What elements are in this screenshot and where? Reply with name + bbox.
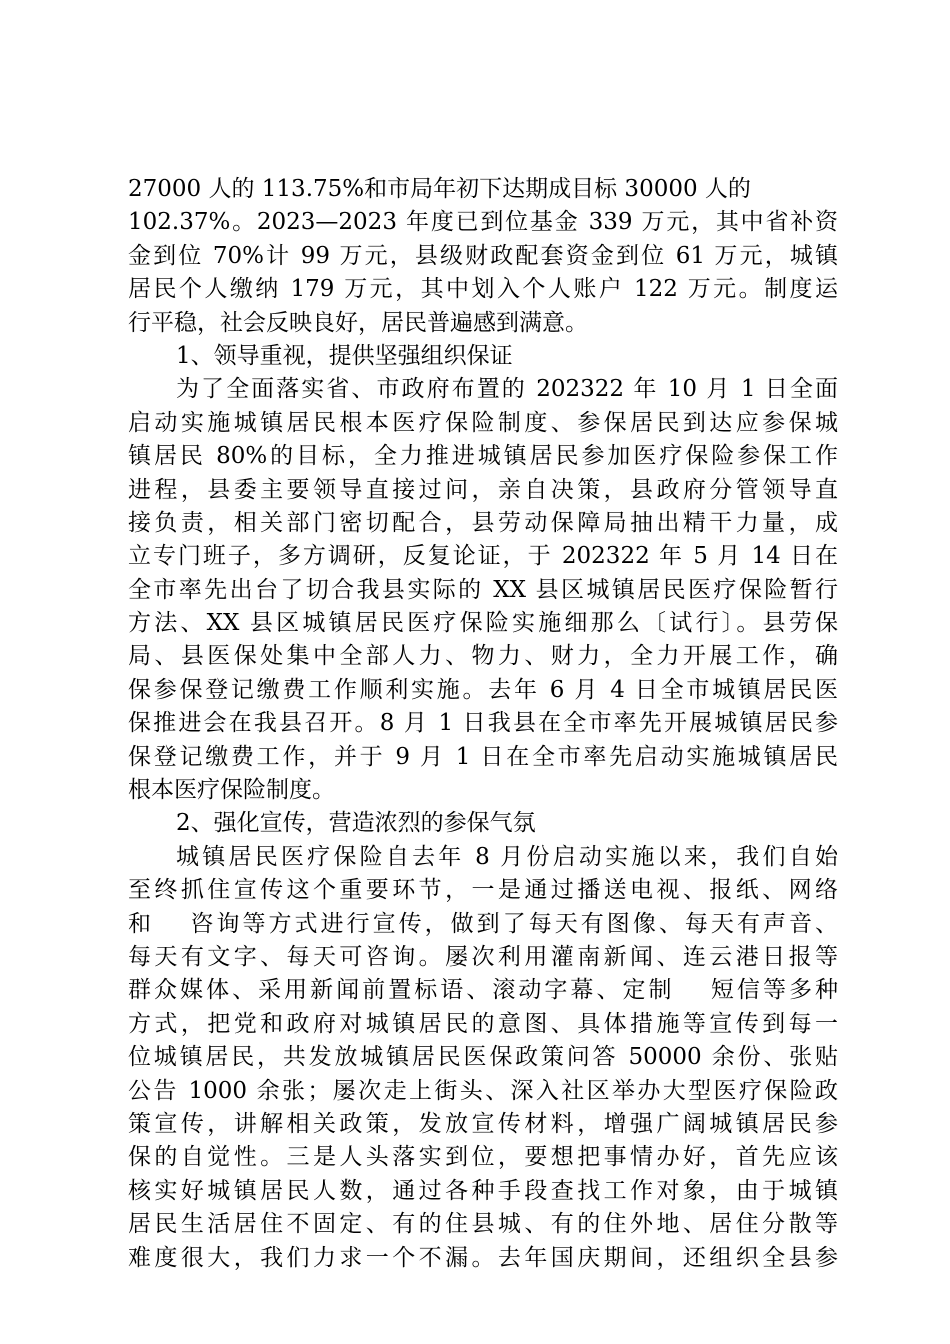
text-line: 保登记缴费工作，并于 9 月 1 日在全市率先启动实施城镇居民 xyxy=(128,743,838,770)
text-line: 根本医疗保险制度。 xyxy=(128,777,335,804)
text-line: 保推进会在我县召开。8 月 1 日我县在全市率先开展城镇居民参 xyxy=(128,710,838,737)
text-line: 金到位 70%计 99 万元，县级财政配套资金到位 61 万元，城镇 xyxy=(128,242,838,269)
text-line: 局、县医保处集中全部人力、物力、财力，全力开展工作，确 xyxy=(128,643,838,670)
text-line: 1、领导重视，提供坚强组织保证 xyxy=(176,342,513,369)
text-line: 城镇居民医疗保险自去年 8 月份启动实施以来，我们自始 xyxy=(176,843,838,870)
text-line: 立专门班子，多方调研，反复论证，于 202322 年 5 月 14 日在 xyxy=(128,543,838,570)
text-line: 进程，县委主要领导直接过问，亲自决策，县政府分管领导直 xyxy=(128,476,838,503)
text-line: 方法、XX 县区城镇居民医疗保险实施细那么〔试行〕。县劳保 xyxy=(128,610,838,637)
text-line: 公告 1000 余张；屡次走上街头、深入社区举办大型医疗保险政 xyxy=(128,1077,838,1104)
text-line: 启动实施城镇居民根本医疗保险制度、参保居民到达应参保城 xyxy=(128,409,838,436)
text-line: 策宣传，讲解相关政策，发放宣传材料，增强广阔城镇居民参 xyxy=(128,1110,838,1137)
text-line: 27000 人的 113.75%和市局年初下达期成目标 30000 人的 xyxy=(128,176,751,202)
text-line: 位城镇居民，共发放城镇居民医保政策问答 50000 余份、张贴 xyxy=(128,1044,838,1071)
text-line: 2、强化宣传，营造浓烈的参保气氛 xyxy=(176,810,536,837)
text-line: 接负责，相关部门密切配合，县劳动保障局抽出精干力量，成 xyxy=(128,509,838,536)
text-line: 核实好城镇居民人数，通过各种手段查找工作对象，由于城镇 xyxy=(128,1177,838,1204)
text-line: 为了全面落实省、市政府布置的 202322 年 10 月 1 日全面 xyxy=(176,376,838,403)
text-line: 保的自觉性。三是人头落实到位，要想把事情办好，首先应该 xyxy=(128,1144,838,1171)
text-line: 行平稳，社会反映良好，居民普遍感到满意。 xyxy=(128,309,588,336)
text-line: 全市率先出台了切合我县实际的 XX 县区城镇居民医疗保险暂行 xyxy=(128,576,838,603)
text-line: 至终抓住宣传这个重要环节，一是通过播送电视、报纸、网络 xyxy=(128,877,838,904)
text-line: 102.37%。2023—2023 年度已到位基金 339 万元，其中省补资 xyxy=(128,209,838,236)
text-line: 难度很大，我们力求一个不漏。去年国庆期间，还组织全县参 xyxy=(128,1244,838,1271)
text-line: 和 咨询等方式进行宣传，做到了每天有图像、每天有声音、 xyxy=(128,910,838,937)
text-line: 居民生活居住不固定、有的住县城、有的住外地、居住分散等 xyxy=(128,1211,838,1238)
text-line: 群众媒体、采用新闻前置标语、滚动字幕、定制 短信等多种 xyxy=(128,977,838,1004)
text-line: 方式，把党和政府对城镇居民的意图、具体措施等宣传到每一 xyxy=(128,1010,838,1037)
document-body xyxy=(128,173,838,1275)
text-line: 居民个人缴纳 179 万元，其中划入个人账户 122 万元。制度运 xyxy=(128,276,838,303)
text-line: 保参保登记缴费工作顺利实施。去年 6 月 4 日全市城镇居民医 xyxy=(128,676,838,703)
text-line: 每天有文字、每天可咨询。屡次利用灌南新闻、连云港日报等 xyxy=(128,943,838,970)
text-line: 镇居民 80%的目标，全力推进城镇居民参加医疗保险参保工作 xyxy=(128,443,838,470)
